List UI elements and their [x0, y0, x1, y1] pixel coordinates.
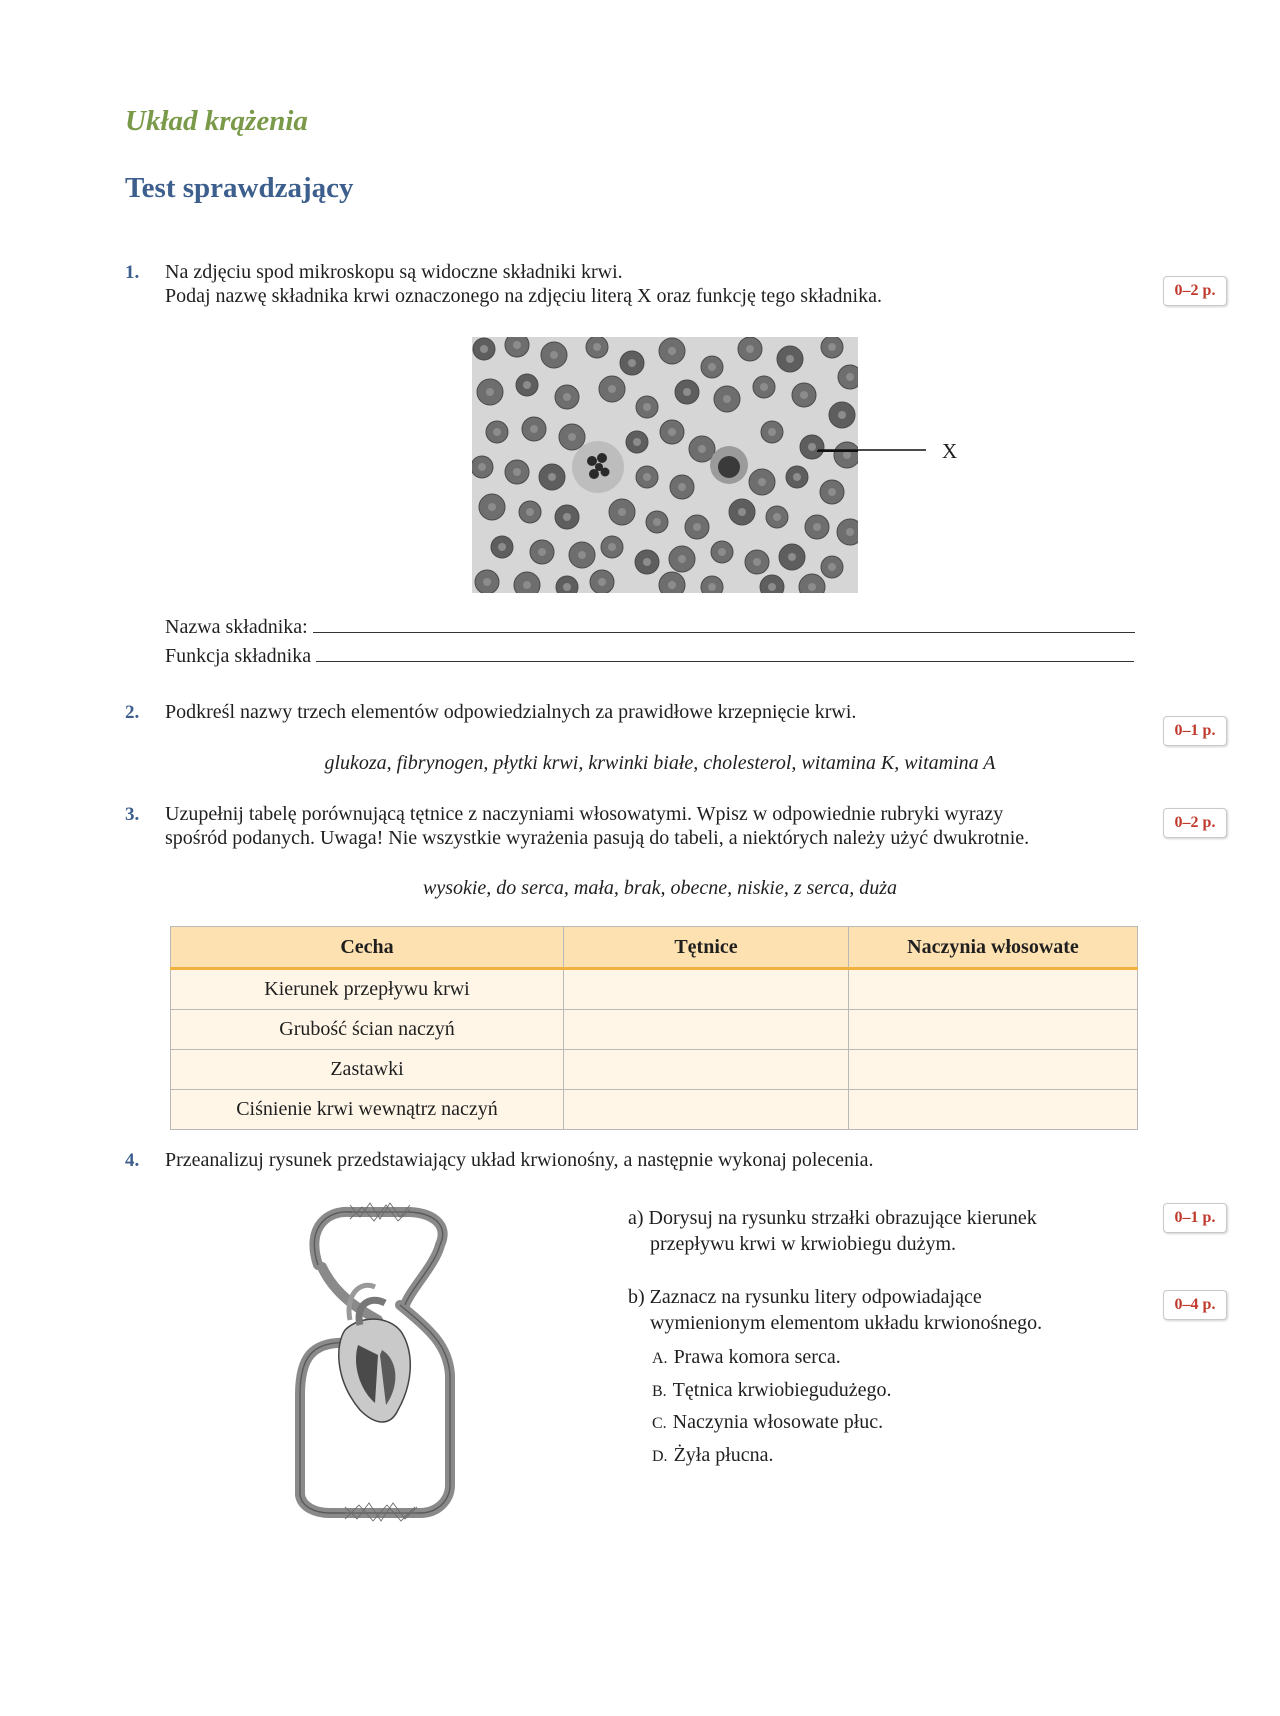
red-blood-cell-center	[568, 433, 576, 441]
red-blood-cell-center	[486, 388, 494, 396]
question-2-points-badge: 0–1 p.	[1163, 716, 1227, 746]
test-title: Test sprawdzający	[125, 172, 354, 204]
red-blood-cell-center	[828, 488, 836, 496]
task-a-line-1: a) Dorysuj na rysunku strzałki obrazujące kierunek	[628, 1207, 1037, 1229]
marker-x-label: X	[942, 439, 958, 463]
red-blood-cell-center	[718, 548, 726, 556]
question-3-word-list: wysokie, do serca, mała, brak, obecne, niskie, z serca, duża	[423, 877, 897, 899]
red-blood-cell-center	[698, 445, 706, 453]
red-blood-cell-center	[480, 345, 488, 353]
blood-micrograph	[472, 337, 858, 593]
red-blood-cell-center	[483, 578, 491, 586]
question-3-number: 3.	[125, 804, 140, 825]
question-2-number: 2.	[125, 702, 140, 723]
red-blood-cell-center	[523, 381, 531, 389]
circulatory-system-diagram[interactable]	[290, 1195, 470, 1525]
option-b	[652, 1379, 891, 1402]
task-a-line-2: przepływu krwi w krwiobiegu dużym.	[650, 1233, 957, 1255]
red-blood-cell-center	[593, 343, 601, 351]
red-blood-cell-center	[643, 473, 651, 481]
arteries-answer-cell[interactable]	[564, 969, 849, 1010]
task-a-text	[628, 1205, 1037, 1257]
table-row	[171, 1050, 1138, 1090]
red-blood-cell-center	[800, 391, 808, 399]
red-blood-cell-center	[628, 359, 636, 367]
row-feature-label: Kierunek przepływu krwi	[171, 969, 564, 1010]
arteries-answer-cell[interactable]	[564, 1010, 849, 1050]
question-3-line-1: Uzupełnij tabelę porównującą tętnice z naczyniami włosowatymi. Wpisz w odpowiednie rubryki wyrazy	[165, 803, 1004, 825]
red-blood-cell-center	[683, 388, 691, 396]
row-feature-label: Grubość ścian naczyń	[171, 1010, 564, 1050]
task-b-text	[628, 1284, 1042, 1336]
red-blood-cell-center	[846, 373, 854, 381]
red-blood-cell-center	[608, 543, 616, 551]
red-blood-cell-center	[493, 428, 501, 436]
red-blood-cell-center	[693, 523, 701, 531]
red-blood-cell-center	[828, 563, 836, 571]
component-name-line	[165, 616, 1135, 639]
red-blood-cell-center	[668, 581, 676, 589]
arteries-answer-cell[interactable]	[564, 1050, 849, 1090]
red-blood-cell-center	[598, 578, 606, 586]
comparison-table	[170, 926, 1138, 1130]
red-blood-cell-center	[678, 483, 686, 491]
option-d	[652, 1444, 774, 1467]
red-blood-cell-center	[633, 438, 641, 446]
question-3-points-badge: 0–2 p.	[1163, 808, 1227, 838]
red-blood-cell-center	[618, 508, 626, 516]
red-blood-cell-center	[563, 393, 571, 401]
component-function-label: Funkcja składnika	[165, 645, 312, 667]
red-blood-cell-center	[768, 583, 776, 591]
task-b-line-1: b) Zaznacz na rysunku litery odpowiadające	[628, 1286, 982, 1308]
column-header-feature: Cecha	[171, 927, 564, 969]
red-blood-cell-center	[753, 558, 761, 566]
component-name-label: Nazwa składnika:	[165, 616, 308, 638]
row-feature-label: Zastawki	[171, 1050, 564, 1090]
red-blood-cell-center	[768, 428, 776, 436]
chapter-title: Układ krążenia	[125, 105, 308, 137]
red-blood-cell-center	[608, 385, 616, 393]
question-3-text	[165, 802, 1029, 850]
task-b-line-2: wymienionym elementom układu krwionośnego.	[650, 1312, 1043, 1334]
red-blood-cell-center	[513, 341, 521, 349]
option-letter: B.	[652, 1383, 667, 1400]
red-blood-cell-center	[838, 411, 846, 419]
task-a-points-badge: 0–1 p.	[1163, 1203, 1227, 1233]
option-text: Prawa komora serca.	[673, 1346, 841, 1368]
red-blood-cell-center	[846, 528, 854, 536]
red-blood-cell-center	[668, 428, 676, 436]
option-a	[652, 1346, 841, 1369]
white-blood-cell-lymphocyte	[710, 446, 748, 484]
question-4-number: 4.	[125, 1150, 140, 1171]
red-blood-cell-center	[786, 355, 794, 363]
question-1-text	[165, 260, 882, 308]
table-header-row	[171, 927, 1138, 969]
red-blood-cell-center	[538, 548, 546, 556]
red-blood-cell-center	[550, 351, 558, 359]
column-header-arteries: Tętnice	[564, 927, 849, 969]
red-blood-cell-center	[643, 403, 651, 411]
red-blood-cell-center	[478, 463, 486, 471]
question-4-text: Przeanalizuj rysunek przedstawiający układ krwionośny, a następnie wykonaj polecenia.	[165, 1149, 874, 1171]
red-blood-cell-center	[746, 345, 754, 353]
red-blood-cell-center	[808, 443, 816, 451]
question-2-word-list[interactable]: glukoza, fibrynogen, płytki krwi, krwinki białe, cholesterol, witamina K, witamina A	[324, 752, 996, 774]
row-feature-label: Ciśnienie krwi wewnątrz naczyń	[171, 1090, 564, 1130]
red-blood-cell-center	[563, 583, 571, 591]
red-blood-cell-center	[678, 555, 686, 563]
red-blood-cell-center	[498, 543, 506, 551]
red-blood-cell-center	[563, 513, 571, 521]
capillaries-answer-cell[interactable]	[849, 1050, 1138, 1090]
lung-capillaries	[350, 1203, 410, 1221]
capillaries-answer-cell[interactable]	[849, 969, 1138, 1010]
table-row	[171, 969, 1138, 1010]
red-blood-cell-center	[548, 473, 556, 481]
red-blood-cell-center	[708, 583, 716, 591]
red-blood-cell-center	[813, 523, 821, 531]
red-blood-cell-center	[643, 558, 651, 566]
component-function-answer[interactable]	[316, 645, 1134, 662]
red-blood-cell-center	[523, 581, 531, 589]
capillaries-answer-cell[interactable]	[849, 1090, 1138, 1130]
option-text: Naczynia włosowate płuc.	[672, 1411, 884, 1433]
option-text: Żyła płucna.	[673, 1444, 774, 1466]
red-blood-cell-center	[808, 583, 816, 591]
white-blood-cell-neutrophil	[572, 441, 624, 493]
red-blood-cell-center	[828, 343, 836, 351]
red-blood-cell-center	[760, 383, 768, 391]
red-blood-cell-center	[738, 508, 746, 516]
component-function-line	[165, 645, 1134, 668]
column-header-capillaries: Naczynia włosowate	[849, 927, 1138, 969]
table-row	[171, 1010, 1138, 1050]
red-blood-cell-center	[530, 425, 538, 433]
red-blood-cell-center	[513, 468, 521, 476]
task-b-points-badge: 0–4 p.	[1163, 1290, 1227, 1320]
red-blood-cell-center	[758, 478, 766, 486]
red-blood-cell-center	[788, 553, 796, 561]
option-letter: D.	[652, 1448, 668, 1465]
red-blood-cell-center	[653, 518, 661, 526]
question-2-text: Podkreśl nazwy trzech elementów odpowiedzialnych za prawidłowe krzepnięcie krwi.	[165, 701, 857, 723]
red-blood-cell-center	[793, 473, 801, 481]
table-row	[171, 1090, 1138, 1130]
red-blood-cell-center	[488, 503, 496, 511]
red-blood-cell-center	[723, 395, 731, 403]
red-blood-cell-center	[668, 347, 676, 355]
question-1-line-2: Podaj nazwę składnika krwi oznaczonego na zdjęciu literą X oraz funkcję tego składnika.	[165, 285, 882, 307]
component-name-answer[interactable]	[313, 616, 1135, 633]
question-1-number: 1.	[125, 262, 140, 283]
question-3-line-2: spośród podanych. Uwaga! Nie wszystkie wyrażenia pasują do tabeli, a niektórych należy użyć dwukrotnie.	[165, 827, 1030, 849]
red-blood-cell-center	[708, 363, 716, 371]
red-blood-cell-center	[578, 551, 586, 559]
question-1-line-1: Na zdjęciu spod mikroskopu są widoczne składniki krwi.	[165, 261, 623, 283]
question-1-points-badge: 0–2 p.	[1163, 276, 1227, 306]
option-letter: C.	[652, 1415, 667, 1432]
x-pointer-line	[818, 447, 926, 453]
option-letter: A.	[652, 1350, 668, 1367]
option-text: Tętnica krwiobiegudużego.	[672, 1379, 892, 1401]
red-blood-cell-center	[773, 513, 781, 521]
capillaries-answer-cell[interactable]	[849, 1010, 1138, 1050]
arteries-answer-cell[interactable]	[564, 1090, 849, 1130]
option-c	[652, 1411, 883, 1434]
red-blood-cell-center	[526, 508, 534, 516]
